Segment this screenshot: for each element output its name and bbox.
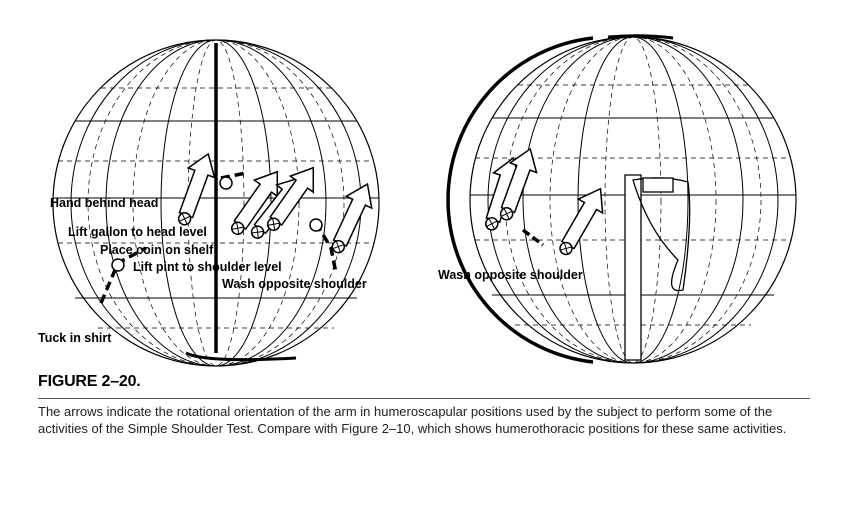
label-lift-pint: Lift pint to shoulder level [133, 260, 282, 274]
label-lift-gallon: Lift gallon to head level [68, 225, 207, 239]
divider [38, 398, 810, 399]
label-wash-opposite-right: Wash opposite shoulder [438, 268, 583, 282]
right-globe [448, 36, 796, 363]
figure-caption: The arrows indicate the rotational orientation of the arm in humeroscapular positions used by the subject to perform some of the activities of the Simple Shoulder Test. Compare with Figure 2–10, which shows humerothoracic positions for these same activities. [38, 404, 787, 436]
label-place-coin: Place coin on shelf [100, 243, 214, 257]
label-hand-behind-head: Hand behind head [50, 196, 159, 210]
label-tuck-in-shirt: Tuck in shirt [38, 331, 112, 345]
figure-title: FIGURE 2–20. [38, 373, 141, 390]
label-wash-opposite-left: Wash opposite shoulder [222, 277, 367, 291]
